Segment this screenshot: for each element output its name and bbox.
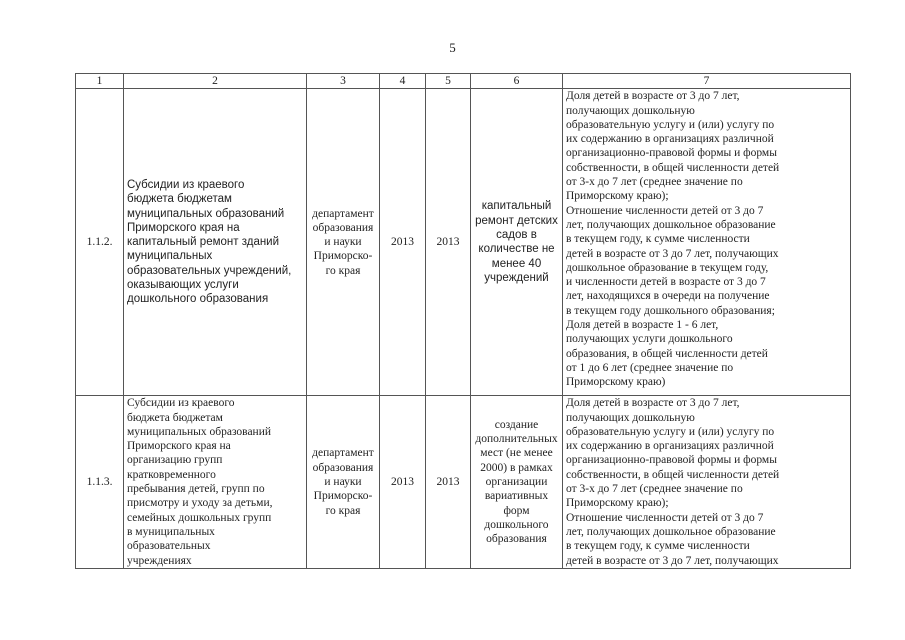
end-year: 2013 [426, 396, 471, 569]
expected-result: создание дополнительных мест (не менее 2000) в рамках организации вариативных форм дошкольного образования [471, 396, 563, 569]
header-cell: 5 [426, 74, 471, 89]
header-cell: 4 [380, 74, 426, 89]
start-year: 2013 [380, 89, 426, 396]
page-number: 5 [449, 40, 456, 55]
header-cell: 1 [76, 74, 124, 89]
indicators: Доля детей в возрасте от 3 до 7 лет, получающих дошкольную образовательную услугу и (или) услугу по их содержанию в организациях различной организационно-правовой формы и формы собственности, в общей численности детей от 3-х до 7 лет (среднее значение по Приморскому краю); Отношение численности детей от 3 до 7 лет, получающих дошкольное образование в текущем году, к сумме численности детей в возрасте от 3 до 7 лет, получающих [563, 396, 851, 569]
end-year: 2013 [426, 89, 471, 396]
executor: департамент образования и науки Приморско- го края [307, 396, 380, 569]
table-row [76, 396, 851, 569]
measure-name: Субсидии из краевого бюджета бюджетам муниципальных образований Приморского края на организацию групп кратковременного пребывания детей, групп по присмотру и уходу за детьми, семейных дошкольных групп в муниципальных образовательных учреждениях [124, 396, 307, 569]
table-row [76, 89, 851, 396]
executor: департамент образования и науки Приморско- го края [307, 89, 380, 396]
header-row [76, 74, 851, 89]
header-cell: 3 [307, 74, 380, 89]
row-number: 1.1.3. [76, 396, 124, 569]
header-cell: 6 [471, 74, 563, 89]
measure-name: Субсидии из краевого бюджета бюджетам муниципальных образований Приморского края на капитальный ремонт зданий муниципальных образовательных учреждений, оказывающих услуги дошкольного образования [124, 89, 307, 396]
header-cell: 2 [124, 74, 307, 89]
start-year: 2013 [380, 396, 426, 569]
row-number: 1.1.2. [76, 89, 124, 396]
expected-result: капитальный ремонт детских садов в количестве не менее 40 учреждений [471, 89, 563, 396]
program-table [75, 73, 851, 569]
header-cell: 7 [563, 74, 851, 89]
indicators: Доля детей в возрасте от 3 до 7 лет, получающих дошкольную образовательную услугу и (или) услугу по их содержанию в организациях различной организационно-правовой формы и формы собственности, в общей численности детей от 3-х до 7 лет (среднее значение по Приморскому краю); Отношение численности детей от 3 до 7 лет, получающих дошкольное образование в текущем году, к сумме численности детей в возрасте от 3 до 7 лет, получающих дошкольное образование в текущем году, и численности детей в возрасте от 3 до 7 лет, находящихся в очереди на получение в текущем году дошкольного образования; Доля детей в возрасте 1 - 6 лет, получающих услуги дошкольного образования, в общей численности детей от 1 до 6 лет (среднее значение по Приморскому краю) [563, 89, 851, 396]
